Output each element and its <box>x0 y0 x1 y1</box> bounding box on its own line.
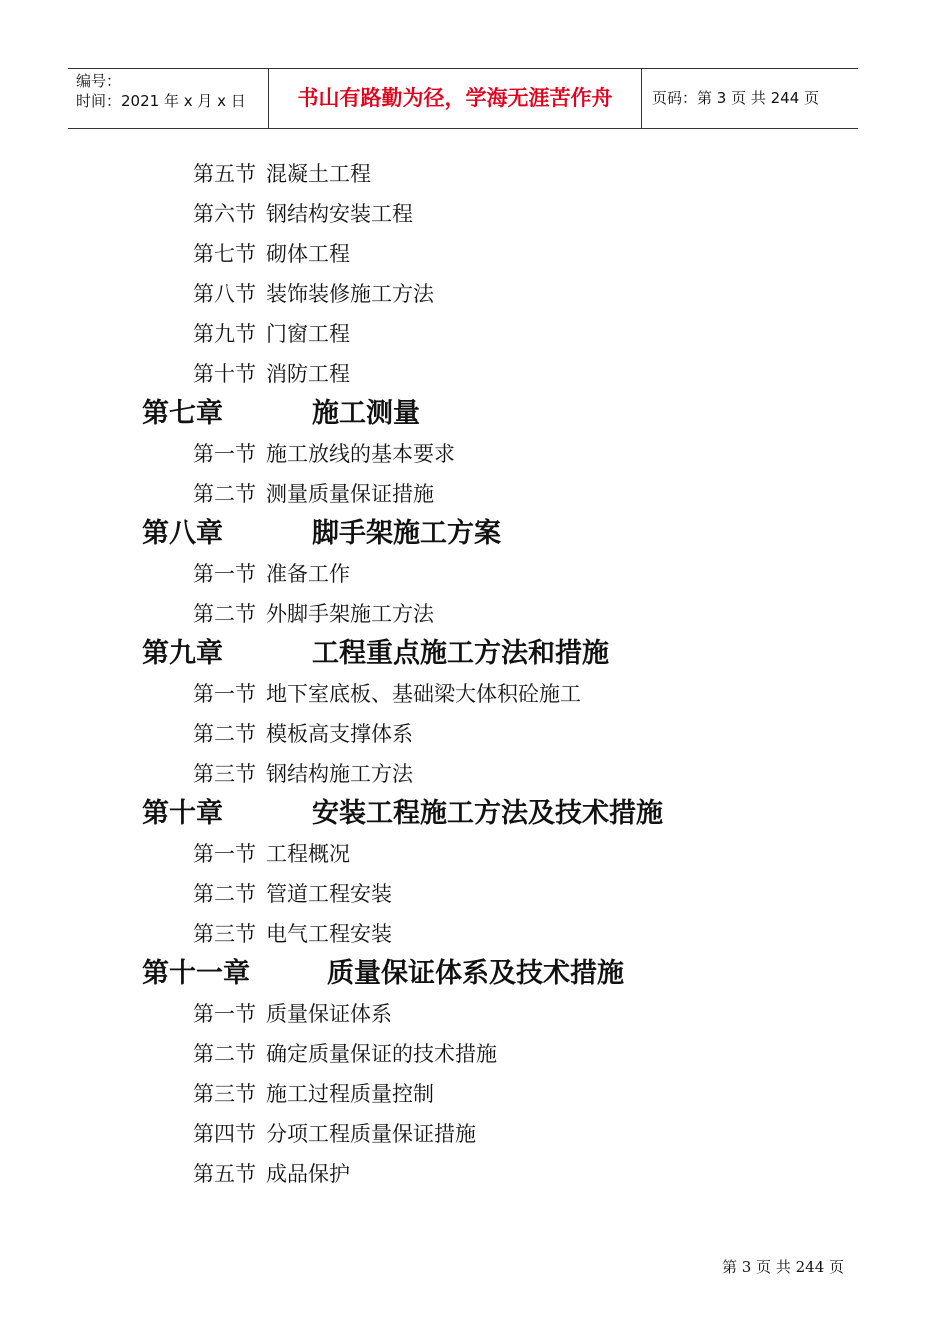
header-time-label: 时间：2021 年 x 月 x 日 <box>76 92 246 110</box>
toc-section <box>0 914 950 954</box>
section-title: 砌体工程 <box>266 242 350 266</box>
section-title: 施工放线的基本要求 <box>266 442 455 466</box>
toc-section <box>0 594 950 634</box>
section-number: 第十节 <box>193 362 256 386</box>
toc-section <box>0 314 950 354</box>
chapter-number: 第七章 <box>142 398 223 429</box>
page-footer: 第 3 页 共 244 页 <box>722 1258 845 1276</box>
toc-section <box>0 1114 950 1154</box>
section-number: 第六节 <box>193 202 256 226</box>
section-number: 第一节 <box>193 842 256 866</box>
chapter-number: 第九章 <box>142 638 223 669</box>
section-number: 第九节 <box>193 322 256 346</box>
section-title: 电气工程安装 <box>266 922 392 946</box>
section-title: 准备工作 <box>266 562 350 586</box>
toc-section <box>0 1034 950 1074</box>
table-of-contents <box>0 154 950 1194</box>
section-title: 装饰装修施工方法 <box>266 282 434 306</box>
toc-section <box>0 554 950 594</box>
toc-section <box>0 674 950 714</box>
section-number: 第四节 <box>193 1122 256 1146</box>
toc-section <box>0 194 950 234</box>
section-title: 混凝土工程 <box>266 162 371 186</box>
chapter-number: 第十一章 <box>142 958 250 989</box>
section-number: 第三节 <box>193 762 256 786</box>
section-title: 工程概况 <box>266 842 350 866</box>
section-title: 测量质量保证措施 <box>266 482 434 506</box>
section-title: 确定质量保证的技术措施 <box>266 1042 497 1066</box>
section-number: 第二节 <box>193 602 256 626</box>
header-meta-cell <box>68 69 268 128</box>
section-number: 第七节 <box>193 242 256 266</box>
toc-section <box>0 474 950 514</box>
section-title: 外脚手架施工方法 <box>266 602 434 626</box>
chapter-title: 施工测量 <box>312 398 420 429</box>
section-number: 第一节 <box>193 1002 256 1026</box>
toc-chapter <box>0 954 950 994</box>
toc-section <box>0 274 950 314</box>
header-page-label: 页码：第 3 页 共 244 页 <box>652 89 820 107</box>
section-title: 质量保证体系 <box>266 1002 392 1026</box>
section-number: 第二节 <box>193 882 256 906</box>
section-title: 钢结构安装工程 <box>266 202 413 226</box>
section-title: 钢结构施工方法 <box>266 762 413 786</box>
section-number: 第八节 <box>193 282 256 306</box>
section-number: 第二节 <box>193 722 256 746</box>
section-title: 分项工程质量保证措施 <box>266 1122 476 1146</box>
section-number: 第二节 <box>193 482 256 506</box>
toc-section <box>0 714 950 754</box>
toc-chapter <box>0 634 950 674</box>
toc-section <box>0 234 950 274</box>
section-title: 门窗工程 <box>266 322 350 346</box>
section-number: 第三节 <box>193 1082 256 1106</box>
chapter-title: 脚手架施工方案 <box>312 518 501 549</box>
header-motto: 书山有路勤为径，学海无涯苦作舟 <box>297 86 613 110</box>
toc-section <box>0 354 950 394</box>
section-number: 第一节 <box>193 442 256 466</box>
chapter-number: 第八章 <box>142 518 223 549</box>
toc-section <box>0 434 950 474</box>
section-title: 模板高支撑体系 <box>266 722 413 746</box>
toc-chapter <box>0 394 950 434</box>
section-number: 第一节 <box>193 682 256 706</box>
header-number-label: 编号： <box>76 72 122 90</box>
toc-section <box>0 1154 950 1194</box>
chapter-title: 安装工程施工方法及技术措施 <box>312 798 663 829</box>
section-title: 成品保护 <box>266 1162 350 1186</box>
section-number: 第五节 <box>193 162 256 186</box>
chapter-title: 质量保证体系及技术措施 <box>327 958 624 989</box>
section-number: 第二节 <box>193 1042 256 1066</box>
toc-section <box>0 994 950 1034</box>
toc-section <box>0 754 950 794</box>
toc-chapter <box>0 514 950 554</box>
toc-section <box>0 1074 950 1114</box>
section-title: 消防工程 <box>266 362 350 386</box>
section-number: 第五节 <box>193 1162 256 1186</box>
toc-section <box>0 154 950 194</box>
chapter-number: 第十章 <box>142 798 223 829</box>
section-title: 施工过程质量控制 <box>266 1082 434 1106</box>
section-title: 管道工程安装 <box>266 882 392 906</box>
section-title: 地下室底板、基础梁大体积砼施工 <box>266 682 581 706</box>
toc-section <box>0 834 950 874</box>
section-number: 第三节 <box>193 922 256 946</box>
chapter-title: 工程重点施工方法和措施 <box>312 638 609 669</box>
toc-section <box>0 874 950 914</box>
toc-chapter <box>0 794 950 834</box>
section-number: 第一节 <box>193 562 256 586</box>
page-header <box>68 68 858 129</box>
